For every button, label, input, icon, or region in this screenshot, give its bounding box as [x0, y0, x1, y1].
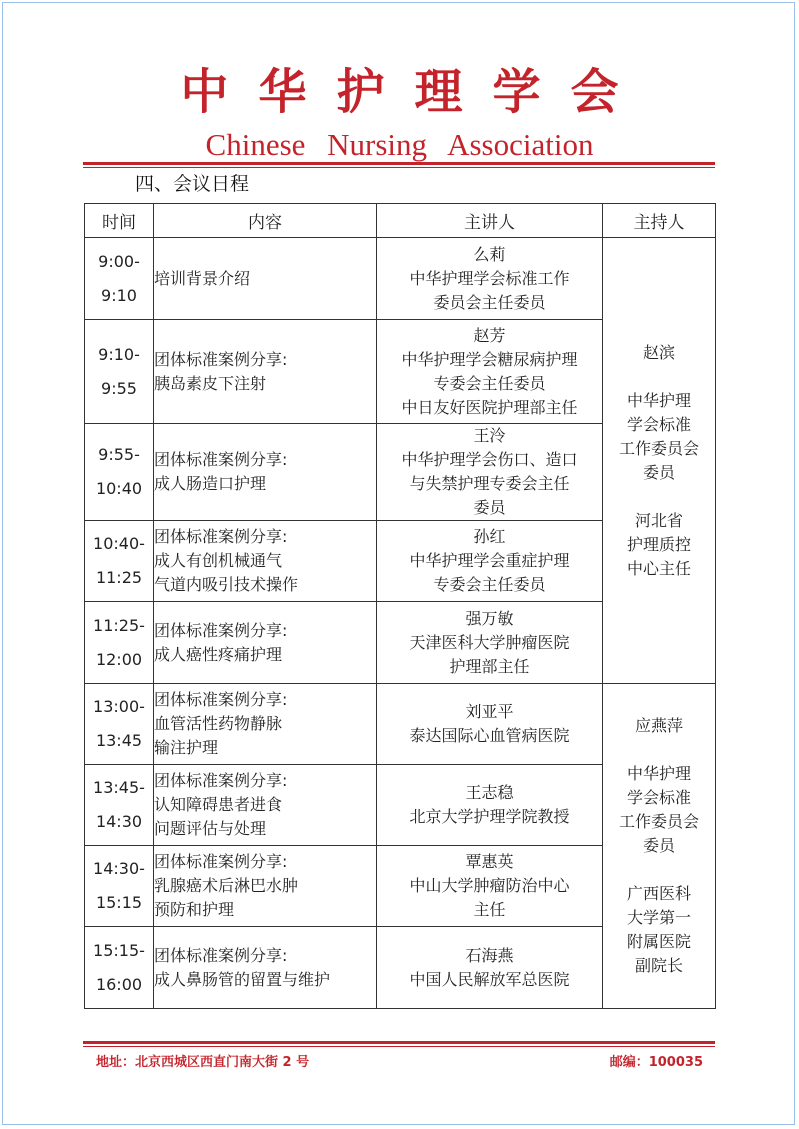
content-line: 乳腺癌术后淋巴水肿	[154, 876, 299, 895]
time-end: 16:00	[95, 974, 143, 994]
speaker-title: 中日友好医院护理部主任	[401, 397, 578, 417]
org-name-en: Chinese Nursing Association	[205, 127, 594, 162]
host-title: 委员	[642, 462, 675, 482]
content-line: 成人肠造口护理	[154, 474, 267, 493]
table-header-row	[85, 204, 716, 238]
speaker-name: 赵芳	[473, 325, 506, 345]
column-header-time: 时间	[85, 204, 154, 238]
column-header-content: 内容	[154, 204, 377, 238]
content-line: 团体标准案例分享:	[154, 690, 288, 709]
time-end: 9:10	[101, 285, 137, 305]
host-title: 中华护理	[626, 764, 691, 783]
content-line: 团体标准案例分享:	[154, 527, 288, 546]
time-end: 14:30	[95, 812, 143, 831]
column-header-speaker: 主讲人	[377, 204, 603, 238]
column-header-host: 主持人	[603, 204, 716, 238]
speaker-name: 强万敏	[465, 608, 514, 628]
time-start: 9:00-	[98, 251, 140, 271]
speaker-title: 北京大学护理学院教授	[409, 807, 570, 826]
content-line: 预防和护理	[154, 900, 235, 919]
content-line: 气道内吸引技术操作	[154, 575, 299, 594]
speaker-name: 石海燕	[465, 945, 514, 965]
content-line: 问题评估与处理	[154, 819, 267, 838]
time-cell	[85, 684, 154, 765]
host-cell-morning	[603, 238, 716, 684]
agenda-table	[84, 203, 716, 1009]
speaker-cell	[377, 424, 603, 521]
time-end: 15:15	[95, 893, 143, 912]
speaker-title: 与失禁护理专委会主任	[409, 474, 570, 493]
footer-address: 地址：北京西城区西直门南大街 2 号	[96, 1055, 310, 1070]
host-affiliation: 大学第一	[626, 908, 691, 927]
content-line: 成人癌性疼痛护理	[154, 644, 283, 664]
speaker-title: 中华护理学会标准工作	[409, 268, 570, 288]
host-affiliation: 河北省	[634, 510, 683, 530]
speaker-title: 中华护理学会伤口、造口	[401, 450, 578, 469]
content-line: 团体标准案例分享:	[154, 945, 288, 965]
host-affiliation: 广西医科	[626, 884, 691, 903]
speaker-name: 王志稳	[465, 783, 514, 802]
content-cell	[154, 238, 377, 320]
speaker-cell	[377, 238, 603, 320]
speaker-title: 中华护理学会重症护理	[409, 551, 570, 570]
speaker-title: 主任	[473, 900, 506, 919]
content-line: 认知障碍患者进食	[154, 795, 283, 814]
org-name-cn: 中华护理学会	[180, 64, 649, 120]
section-heading: 四、会议日程	[135, 173, 250, 195]
speaker-cell	[377, 602, 603, 684]
time-end: 13:45	[95, 731, 143, 750]
host-title: 学会标准	[626, 414, 691, 434]
spacer	[603, 485, 715, 509]
speaker-title: 专委会主任委员	[433, 575, 546, 594]
host-cell-afternoon	[603, 684, 716, 1009]
spacer	[603, 365, 715, 389]
spacer	[603, 858, 715, 882]
time-start: 13:45-	[93, 778, 145, 797]
content-line: 成人鼻肠管的留置与维护	[154, 969, 331, 989]
content-cell	[154, 684, 377, 765]
time-end: 12:00	[95, 649, 143, 669]
content-line: 输注护理	[154, 738, 219, 757]
host-affiliation: 副院长	[634, 956, 683, 975]
speaker-cell	[377, 320, 603, 424]
speaker-title: 中国人民解放军总医院	[409, 969, 570, 989]
content-cell	[154, 521, 377, 602]
time-start: 9:10-	[98, 344, 140, 364]
speaker-title: 委员	[473, 498, 506, 517]
host-title: 工作委员会	[618, 438, 699, 458]
header-rule-thick	[83, 162, 715, 165]
content-cell	[154, 927, 377, 1009]
host-title: 学会标准	[626, 788, 691, 807]
content-line: 血管活性药物静脉	[154, 714, 283, 733]
content-line: 培训背景介绍	[154, 268, 251, 288]
content-line: 团体标准案例分享:	[154, 450, 288, 469]
speaker-name: 覃惠英	[465, 852, 514, 871]
speaker-title: 委员会主任委员	[433, 292, 546, 312]
spacer	[603, 738, 715, 762]
content-line: 团体标准案例分享:	[154, 771, 288, 790]
content-cell	[154, 846, 377, 927]
speaker-title: 专委会主任委员	[433, 373, 546, 393]
time-cell	[85, 238, 154, 320]
speaker-title: 中华护理学会糖尿病护理	[401, 349, 578, 369]
content-line: 团体标准案例分享:	[154, 349, 288, 369]
content-line: 团体标准案例分享:	[154, 620, 288, 640]
time-end: 9:55	[101, 378, 137, 398]
time-cell	[85, 424, 154, 521]
content-cell	[154, 602, 377, 684]
host-affiliation: 附属医院	[626, 932, 691, 951]
content-line: 团体标准案例分享:	[154, 852, 288, 871]
speaker-title: 中山大学肿瘤防治中心	[409, 876, 570, 895]
time-cell	[85, 927, 154, 1009]
speaker-name: 孙红	[473, 527, 506, 546]
host-affiliation: 中心主任	[626, 558, 691, 578]
time-end: 11:25	[95, 568, 143, 587]
time-start: 11:25-	[93, 615, 145, 635]
table-row	[85, 684, 716, 765]
time-cell	[85, 602, 154, 684]
time-cell	[85, 765, 154, 846]
time-start: 9:55-	[98, 445, 140, 464]
content-line: 成人有创机械通气	[154, 551, 283, 570]
host-title: 委员	[642, 836, 675, 855]
footer-rule-thin	[83, 1046, 715, 1047]
content-cell	[154, 424, 377, 521]
speaker-name: 么莉	[473, 244, 506, 264]
speaker-cell	[377, 684, 603, 765]
table-row	[85, 238, 716, 320]
speaker-title: 护理部主任	[449, 656, 530, 676]
speaker-name: 刘亚平	[465, 702, 514, 721]
time-cell	[85, 521, 154, 602]
host-name: 赵滨	[642, 342, 675, 362]
header-rule-thin	[83, 167, 715, 168]
host-name: 应燕萍	[634, 716, 683, 735]
content-cell	[154, 320, 377, 424]
time-start: 13:00-	[93, 697, 145, 716]
content-line: 胰岛素皮下注射	[154, 373, 267, 393]
footer-postcode: 邮编：100035	[609, 1055, 703, 1070]
speaker-title: 泰达国际心血管病医院	[409, 726, 570, 745]
host-title: 工作委员会	[618, 812, 699, 831]
host-affiliation: 护理质控	[626, 534, 691, 554]
time-cell	[85, 846, 154, 927]
time-end: 10:40	[95, 479, 143, 498]
speaker-cell	[377, 765, 603, 846]
host-title: 中华护理	[626, 390, 691, 410]
content-cell	[154, 765, 377, 846]
footer-rule-thick	[83, 1041, 715, 1044]
time-start: 15:15-	[93, 940, 145, 960]
time-start: 14:30-	[93, 859, 145, 878]
speaker-cell	[377, 846, 603, 927]
speaker-name: 王泠	[473, 426, 506, 445]
speaker-cell	[377, 927, 603, 1009]
speaker-title: 天津医科大学肿瘤医院	[409, 632, 570, 652]
time-cell	[85, 320, 154, 424]
time-start: 10:40-	[93, 534, 145, 553]
speaker-cell	[377, 521, 603, 602]
